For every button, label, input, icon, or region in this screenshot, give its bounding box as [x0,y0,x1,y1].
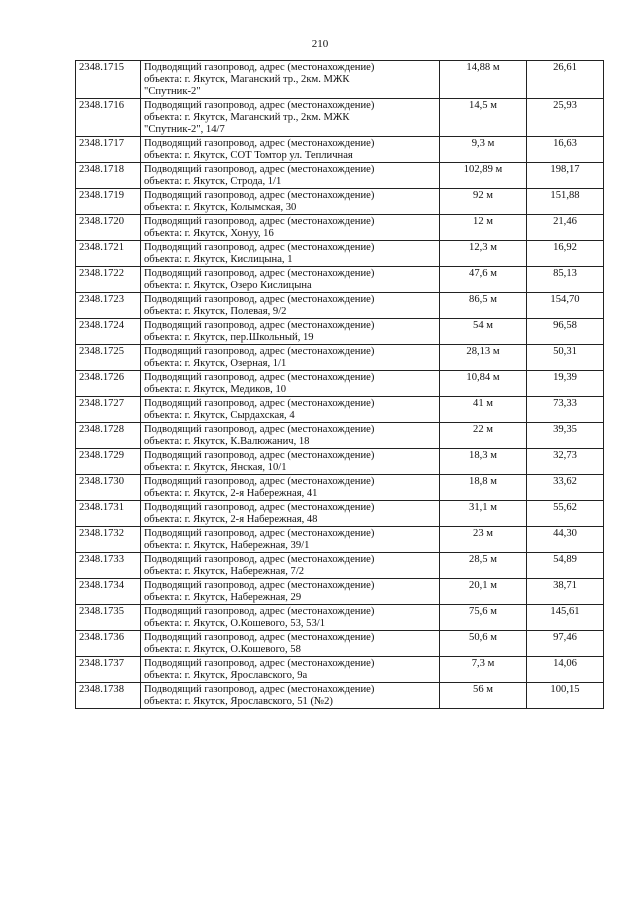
table-row [76,163,604,189]
description-cell [141,631,440,657]
description-cell [141,475,440,501]
description-line: Подводящий газопровод, адрес (местонахождение) [144,502,375,513]
value-cell: 19,39 [527,371,604,397]
length-cell: 10,84 м [440,371,527,397]
value-cell: 16,63 [527,137,604,163]
registry-number-cell: 2348.1730 [76,475,141,501]
description-cell [141,241,440,267]
registry-number-cell: 2348.1725 [76,345,141,371]
table-row [76,189,604,215]
registry-number-cell: 2348.1735 [76,605,141,631]
length-cell: 75,6 м [440,605,527,631]
registry-number-cell: 2348.1726 [76,371,141,397]
table-row [76,683,604,709]
description-cell [141,683,440,709]
table-row [76,605,604,631]
value-cell: 21,46 [527,215,604,241]
length-cell: 28,13 м [440,345,527,371]
value-cell: 73,33 [527,397,604,423]
value-cell: 50,31 [527,345,604,371]
description-cell [141,605,440,631]
description-line: объекта: г. Якутск, Полевая, 9/2 [144,306,287,317]
description-line: объекта: г. Якутск, Озеро Кислицына [144,280,312,291]
registry-number-cell: 2348.1727 [76,397,141,423]
table-row [76,293,604,319]
description-line: объекта: г. Якутск, Набережная, 7/2 [144,566,305,577]
description-line: Подводящий газопровод, адрес (местонахождение) [144,62,375,73]
registry-number-cell: 2348.1734 [76,579,141,605]
description-cell [141,527,440,553]
description-line: Подводящий газопровод, адрес (местонахождение) [144,138,375,149]
registry-number-cell: 2348.1733 [76,553,141,579]
table-row [76,319,604,345]
description-line: Подводящий газопровод, адрес (местонахождение) [144,346,375,357]
description-cell [141,319,440,345]
description-line: Подводящий газопровод, адрес (местонахождение) [144,580,375,591]
description-line: Подводящий газопровод, адрес (местонахождение) [144,190,375,201]
value-cell: 26,61 [527,61,604,99]
description-cell [141,449,440,475]
description-cell [141,267,440,293]
description-line: объекта: г. Якутск, Маганский тр., 2км. МЖК [144,74,350,85]
description-line: объекта: г. Якутск, 2-я Набережная, 48 [144,514,318,525]
length-cell: 54 м [440,319,527,345]
description-line: Подводящий газопровод, адрес (местонахождение) [144,216,375,227]
table-row [76,449,604,475]
description-cell [141,189,440,215]
length-cell: 28,5 м [440,553,527,579]
description-line: объекта: г. Якутск, Строда, 1/1 [144,176,282,187]
table-row [76,61,604,99]
description-line: объекта: г. Якутск, Кислицына, 1 [144,254,293,265]
description-cell [141,657,440,683]
value-cell: 25,93 [527,99,604,137]
registry-table [75,60,604,709]
description-line: Подводящий газопровод, адрес (местонахождение) [144,606,375,617]
length-cell: 20,1 м [440,579,527,605]
table-row [76,371,604,397]
length-cell: 86,5 м [440,293,527,319]
description-line: объекта: г. Якутск, Ярославского, 51 (№2) [144,696,333,707]
description-line: объекта: г. Якутск, 2-я Набережная, 41 [144,488,318,499]
value-cell: 32,73 [527,449,604,475]
length-cell: 14,88 м [440,61,527,99]
length-cell: 12,3 м [440,241,527,267]
table-row [76,267,604,293]
description-line: объекта: г. Якутск, Сырдахская, 4 [144,410,295,421]
value-cell: 151,88 [527,189,604,215]
registry-number-cell: 2348.1728 [76,423,141,449]
description-line: объекта: г. Якутск, О.Кошевого, 53, 53/1 [144,618,325,629]
value-cell: 33,62 [527,475,604,501]
registry-number-cell: 2348.1724 [76,319,141,345]
description-line: Подводящий газопровод, адрес (местонахождение) [144,476,375,487]
table-row [76,397,604,423]
length-cell: 12 м [440,215,527,241]
description-cell [141,345,440,371]
table-row [76,657,604,683]
description-cell [141,579,440,605]
length-cell: 31,1 м [440,501,527,527]
description-line: объекта: г. Якутск, Озерная, 1/1 [144,358,287,369]
description-line: Подводящий газопровод, адрес (местонахождение) [144,424,375,435]
value-cell: 38,71 [527,579,604,605]
value-cell: 16,92 [527,241,604,267]
registry-number-cell: 2348.1720 [76,215,141,241]
value-cell: 55,62 [527,501,604,527]
description-line: Подводящий газопровод, адрес (местонахождение) [144,100,375,111]
table-row [76,501,604,527]
registry-number-cell: 2348.1719 [76,189,141,215]
description-line: Подводящий газопровод, адрес (местонахождение) [144,554,375,565]
length-cell: 47,6 м [440,267,527,293]
length-cell: 23 м [440,527,527,553]
description-line: Подводящий газопровод, адрес (местонахождение) [144,632,375,643]
table-row [76,137,604,163]
description-line: "Спутник-2", 14/7 [144,124,225,135]
length-cell: 18,8 м [440,475,527,501]
value-cell: 198,17 [527,163,604,189]
value-cell: 145,61 [527,605,604,631]
description-cell [141,501,440,527]
description-line: объекта: г. Якутск, Набережная, 39/1 [144,540,310,551]
length-cell: 9,3 м [440,137,527,163]
value-cell: 14,06 [527,657,604,683]
table-row [76,527,604,553]
description-cell [141,137,440,163]
description-line: объекта: г. Якутск, Набережная, 29 [144,592,302,603]
value-cell: 154,70 [527,293,604,319]
registry-number-cell: 2348.1737 [76,657,141,683]
description-line: Подводящий газопровод, адрес (местонахождение) [144,658,375,669]
length-cell: 18,3 м [440,449,527,475]
registry-number-cell: 2348.1715 [76,61,141,99]
length-cell: 14,5 м [440,99,527,137]
description-cell [141,423,440,449]
value-cell: 44,30 [527,527,604,553]
length-cell: 41 м [440,397,527,423]
description-cell [141,553,440,579]
table-row [76,345,604,371]
table-row [76,631,604,657]
length-cell: 102,89 м [440,163,527,189]
description-line: Подводящий газопровод, адрес (местонахождение) [144,294,375,305]
registry-table-body [76,61,604,709]
registry-number-cell: 2348.1718 [76,163,141,189]
description-line: Подводящий газопровод, адрес (местонахождение) [144,320,375,331]
description-cell [141,397,440,423]
table-row [76,553,604,579]
description-line: объекта: г. Якутск, Хонуу, 16 [144,228,274,239]
registry-number-cell: 2348.1721 [76,241,141,267]
description-cell [141,61,440,99]
description-line: объекта: г. Якутск, пер.Школьный, 19 [144,332,314,343]
length-cell: 50,6 м [440,631,527,657]
value-cell: 54,89 [527,553,604,579]
value-cell: 96,58 [527,319,604,345]
description-cell [141,163,440,189]
description-line: Подводящий газопровод, адрес (местонахождение) [144,164,375,175]
description-cell [141,293,440,319]
description-line: Подводящий газопровод, адрес (местонахождение) [144,450,375,461]
table-row [76,579,604,605]
registry-number-cell: 2348.1716 [76,99,141,137]
registry-number-cell: 2348.1732 [76,527,141,553]
registry-number-cell: 2348.1738 [76,683,141,709]
description-line: "Спутник-2" [144,86,201,97]
description-cell [141,99,440,137]
description-line: объекта: г. Якутск, Ярославского, 9а [144,670,308,681]
description-line: объекта: г. Якутск, Маганский тр., 2км. МЖК [144,112,350,123]
value-cell: 85,13 [527,267,604,293]
description-line: объекта: г. Якутск, Медиков, 10 [144,384,287,395]
table-row [76,475,604,501]
page-number: 210 [311,38,329,50]
table-row [76,99,604,137]
value-cell: 100,15 [527,683,604,709]
registry-number-cell: 2348.1723 [76,293,141,319]
description-line: Подводящий газопровод, адрес (местонахождение) [144,242,375,253]
registry-number-cell: 2348.1731 [76,501,141,527]
description-line: Подводящий газопровод, адрес (местонахождение) [144,684,375,695]
length-cell: 56 м [440,683,527,709]
description-line: Подводящий газопровод, адрес (местонахождение) [144,398,375,409]
description-line: Подводящий газопровод, адрес (местонахождение) [144,372,375,383]
value-cell: 39,35 [527,423,604,449]
length-cell: 92 м [440,189,527,215]
registry-number-cell: 2348.1736 [76,631,141,657]
value-cell: 97,46 [527,631,604,657]
length-cell: 7,3 м [440,657,527,683]
description-line: объекта: г. Якутск, К.Валюжанич, 18 [144,436,310,447]
registry-number-cell: 2348.1717 [76,137,141,163]
description-line: Подводящий газопровод, адрес (местонахождение) [144,268,375,279]
description-line: объекта: г. Якутск, Янская, 10/1 [144,462,287,473]
table-row [76,215,604,241]
description-line: Подводящий газопровод, адрес (местонахождение) [144,528,375,539]
registry-number-cell: 2348.1729 [76,449,141,475]
description-cell [141,371,440,397]
description-line: объекта: г. Якутск, Колымская, 30 [144,202,297,213]
description-cell [141,215,440,241]
description-line: объекта: г. Якутск, О.Кошевого, 58 [144,644,301,655]
registry-number-cell: 2348.1722 [76,267,141,293]
length-cell: 22 м [440,423,527,449]
table-row [76,423,604,449]
table-row [76,241,604,267]
description-line: объекта: г. Якутск, СОТ Томтор ул. Тепличная [144,150,353,161]
